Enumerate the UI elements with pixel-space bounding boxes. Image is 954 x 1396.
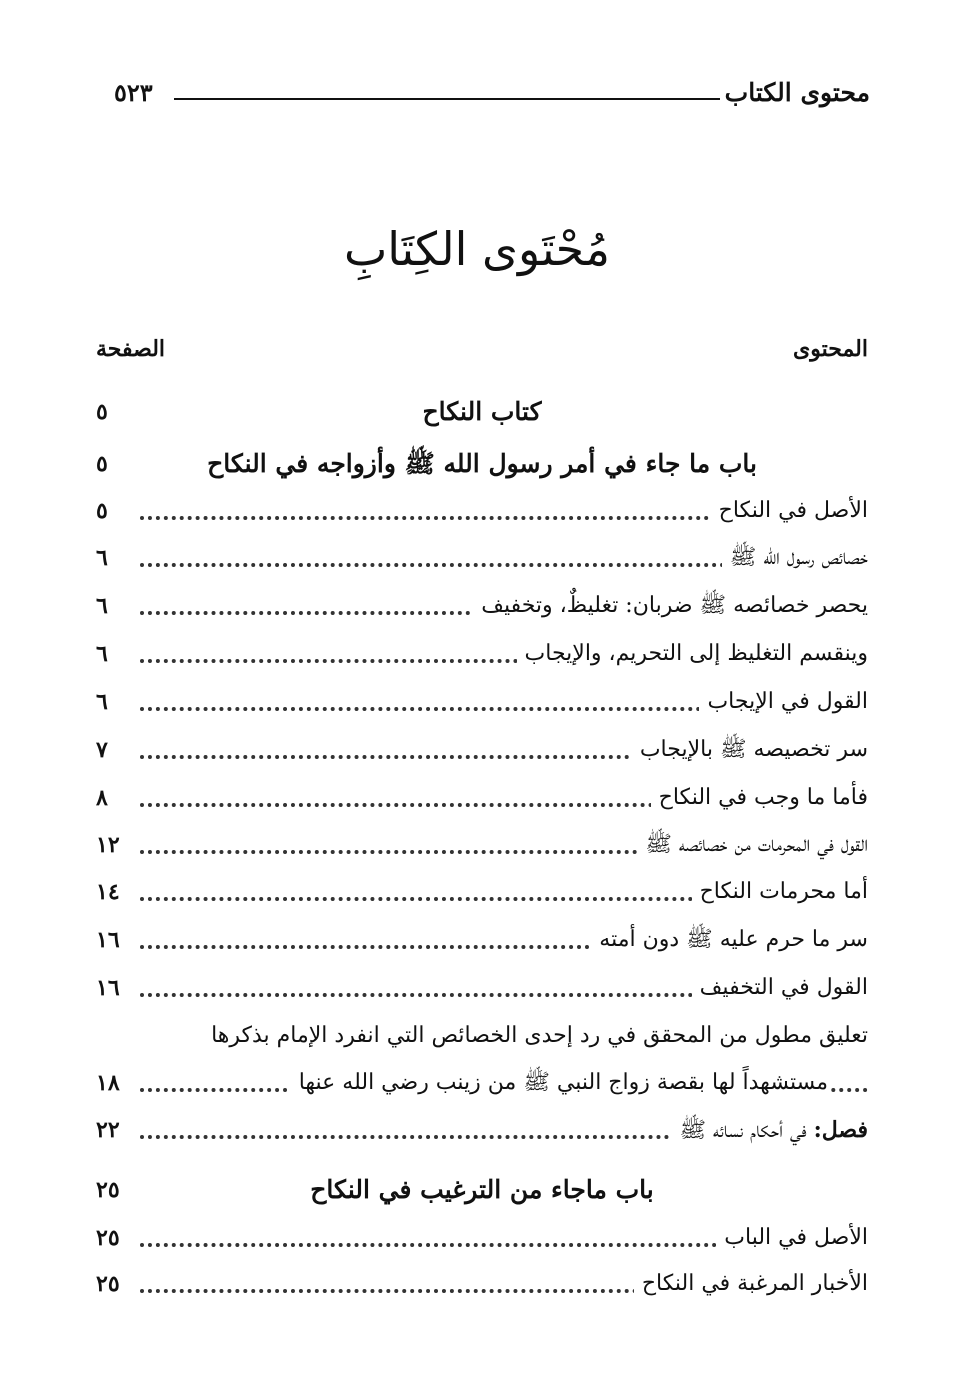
toc-entry-text: يحصر خصائصه ﷺ ضربان: تغليظٌ، وتخفيف bbox=[473, 586, 868, 626]
toc-entry-text: مستشهداً لها بقصة زواج النبي ﷺ من زينب رضي الله عنها bbox=[291, 1063, 828, 1103]
toc-entry-page: ١٢ bbox=[96, 825, 136, 865]
toc-entry-text: الأخبار المرغبة في النكاح bbox=[634, 1264, 868, 1304]
toc-entry-page: ٦ bbox=[96, 634, 136, 674]
toc-entry-page: ٦ bbox=[96, 538, 136, 578]
toc-entry-page: ٥ bbox=[96, 392, 136, 432]
fasl-label: فصل: bbox=[813, 1117, 868, 1143]
toc-entry-page: ٥ bbox=[96, 444, 136, 484]
toc-entry-text: كتاب النكاح bbox=[422, 397, 542, 426]
page-number: ٥٢٣ bbox=[114, 78, 153, 107]
toc-entry-page: ٢٥ bbox=[96, 1218, 136, 1258]
toc-entry-long-second-line bbox=[96, 1063, 868, 1103]
running-title: محتوى الكتاب bbox=[724, 78, 870, 107]
page-column-header: الصفحة bbox=[96, 336, 166, 362]
toc-entry bbox=[96, 872, 868, 912]
toc-entry-text: باب ماجاء من الترغيب في النكاح bbox=[310, 1175, 654, 1204]
toc-entry-text: الأصل في الباب bbox=[716, 1218, 868, 1258]
toc-entry bbox=[96, 682, 868, 722]
toc-entry-page: ٥ bbox=[96, 491, 136, 531]
toc-entry-chapter-heading bbox=[96, 1170, 868, 1210]
toc-entry-page: ٧ bbox=[96, 730, 136, 770]
toc-entry-book-heading bbox=[96, 392, 868, 432]
toc-entry-page: ٦ bbox=[96, 586, 136, 626]
toc-entry-text: الأصل في النكاح bbox=[711, 491, 868, 531]
toc-entry-page: ٦ bbox=[96, 682, 136, 722]
toc-entry-text: وينقسم التغليظ إلى التحريم، والإيجاب bbox=[517, 634, 868, 674]
toc-entry bbox=[96, 586, 868, 626]
toc-entry-page: ٨ bbox=[96, 778, 136, 818]
toc-entry-text: باب ما جاء في أمر رسول الله ﷺ وأزواجه في النكاح bbox=[207, 449, 757, 478]
toc-entry-chapter-heading bbox=[96, 444, 868, 484]
toc-entry bbox=[96, 1264, 868, 1304]
toc-entry-text: فأما ما وجب في النكاح bbox=[651, 778, 868, 818]
toc-entry bbox=[96, 778, 868, 818]
toc-entry-text: القول في المحرمات من خصائصه ﷺ bbox=[637, 825, 868, 865]
toc-entry-text: خصائص رسول الله ﷺ bbox=[722, 538, 868, 578]
toc-entry-text bbox=[671, 1110, 868, 1151]
content-column-header: المحتوى bbox=[793, 336, 868, 362]
toc-entry-text: القول في الإيجاب bbox=[699, 682, 868, 722]
toc-entry-page: ١٦ bbox=[96, 920, 136, 960]
fasl-text: في أحكام نسائه ﷺ bbox=[679, 1118, 814, 1143]
toc-entry-fasl bbox=[96, 1110, 868, 1150]
toc-entry-long-first-line bbox=[96, 1016, 868, 1056]
toc-entry bbox=[96, 825, 868, 865]
toc-entry-text: سر تخصيصه ﷺ بالإيجاب bbox=[632, 730, 868, 770]
toc-entry bbox=[96, 491, 868, 531]
toc-entry-text: سر ما حرم عليه ﷺ دون أمته bbox=[591, 920, 868, 960]
toc-entry bbox=[96, 730, 868, 770]
toc-entry bbox=[96, 1218, 868, 1258]
toc-entry bbox=[96, 968, 868, 1008]
toc-entry-text: تعليق مطول من المحقق في رد إحدى الخصائص التي انفرد الإمام بذكرها bbox=[211, 1016, 868, 1056]
toc-entry-text: أما محرمات النكاح bbox=[692, 872, 868, 912]
toc-entry-page: ٢٥ bbox=[96, 1264, 136, 1304]
toc-entry-page: ١٤ bbox=[96, 872, 136, 912]
page-title: مُحْتَوى الكِتَابِ bbox=[343, 222, 610, 276]
toc-entry-text: القول في التخفيف bbox=[692, 968, 868, 1008]
toc-entry-page: ١٦ bbox=[96, 968, 136, 1008]
toc-entry bbox=[96, 634, 868, 674]
toc-entry bbox=[96, 538, 868, 578]
toc-entry-page: ٢٢ bbox=[96, 1110, 136, 1150]
toc-entry bbox=[96, 920, 868, 960]
toc-entry-page: ١٨ bbox=[96, 1063, 136, 1103]
toc-entry-page: ٢٥ bbox=[96, 1170, 136, 1210]
